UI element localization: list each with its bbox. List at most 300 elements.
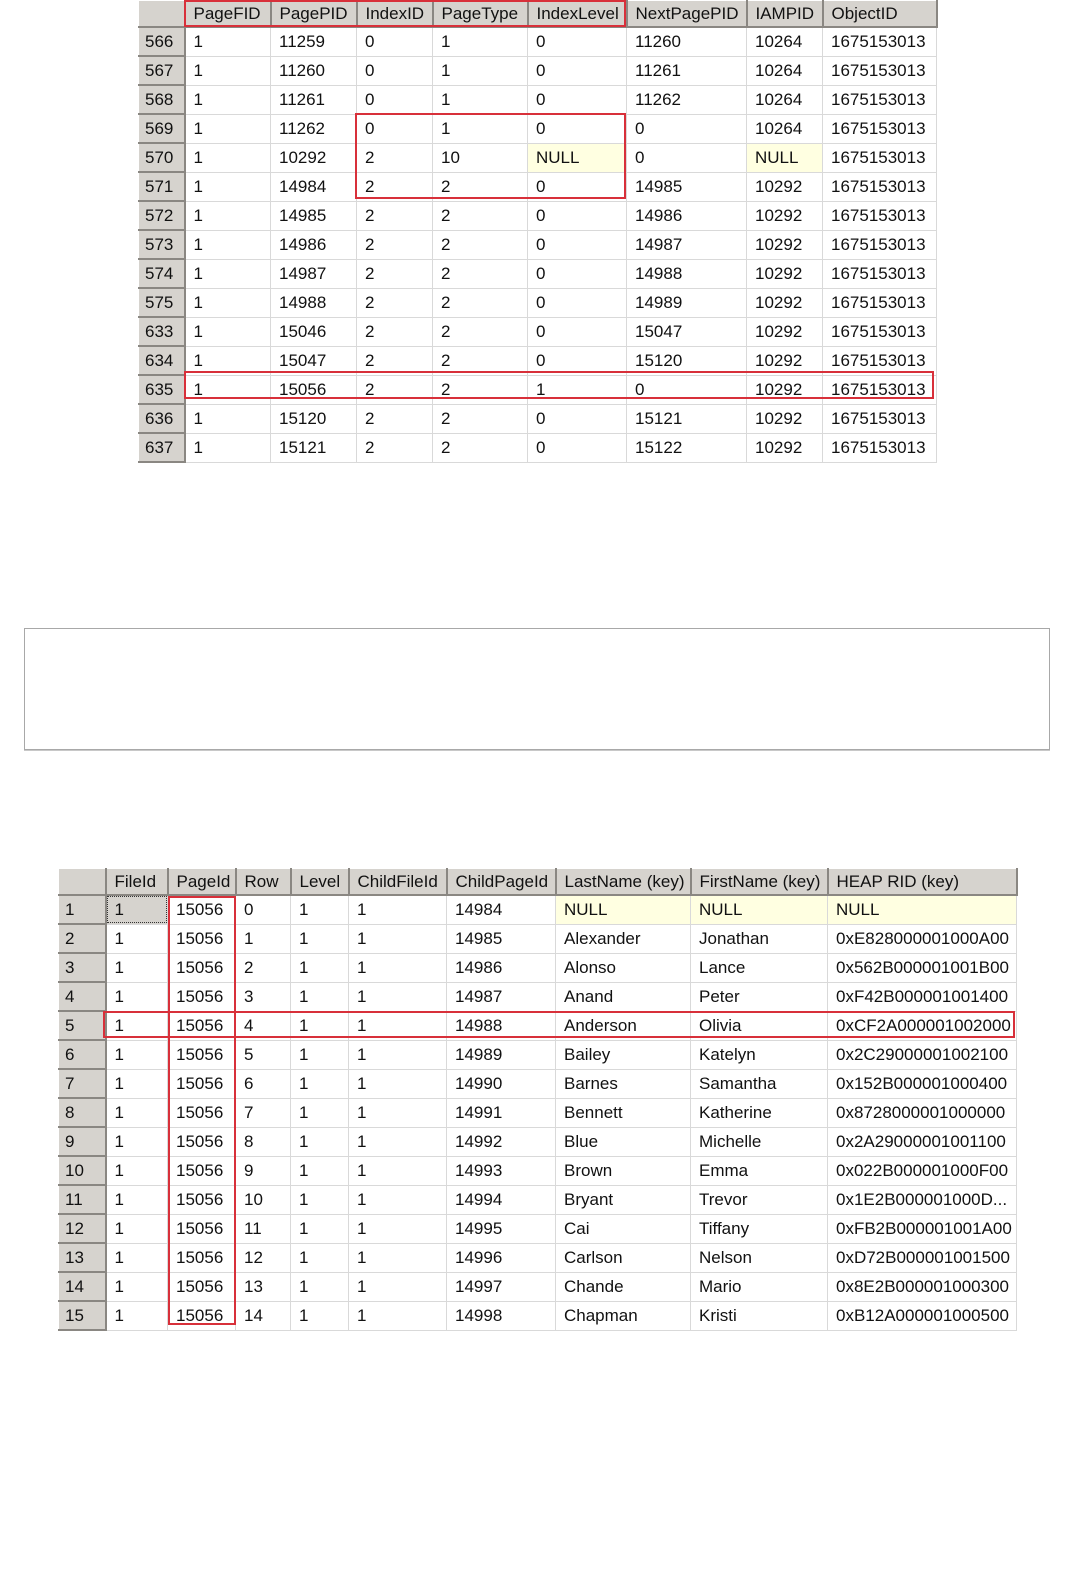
cell-heap-rid-key[interactable]: 0x2A29000001001100 <box>828 1127 1017 1156</box>
cell-pagefid[interactable]: 1 <box>185 27 271 56</box>
cell-row[interactable]: 8 <box>236 1127 291 1156</box>
table-row[interactable] <box>59 1127 1017 1156</box>
cell-indexid[interactable]: 0 <box>357 114 433 143</box>
row-number-header[interactable]: 12 <box>59 1214 106 1243</box>
column-header-level[interactable]: Level <box>291 869 349 896</box>
cell-objectid[interactable]: 1675153013 <box>823 433 937 462</box>
cell-lastname-key[interactable]: Barnes <box>556 1069 691 1098</box>
table-row[interactable] <box>59 1069 1017 1098</box>
table-row[interactable] <box>59 1040 1017 1069</box>
column-header-indexid[interactable]: IndexID <box>357 1 433 28</box>
table-row[interactable] <box>139 433 937 462</box>
cell-childpageid[interactable]: 14990 <box>447 1069 556 1098</box>
cell-childfileid[interactable]: 1 <box>349 924 447 953</box>
column-header-pagepid[interactable]: PagePID <box>271 1 357 28</box>
table-row[interactable] <box>59 924 1017 953</box>
cell-nextpagepid[interactable]: 15121 <box>627 404 747 433</box>
cell-childpageid[interactable]: 14995 <box>447 1214 556 1243</box>
cell-iampid[interactable]: 10292 <box>747 317 823 346</box>
cell-pageid[interactable]: 15056 <box>168 1185 236 1214</box>
cell-level[interactable]: 1 <box>291 1069 349 1098</box>
cell-childpageid[interactable]: 14985 <box>447 924 556 953</box>
cell-pageid[interactable]: 15056 <box>168 1098 236 1127</box>
cell-pagefid[interactable]: 1 <box>185 404 271 433</box>
cell-fileid[interactable]: 1 <box>106 1185 168 1214</box>
cell-level[interactable]: 1 <box>291 1040 349 1069</box>
cell-childpageid[interactable]: 14986 <box>447 953 556 982</box>
cell-lastname-key[interactable]: Anderson <box>556 1011 691 1040</box>
cell-iampid[interactable]: 10264 <box>747 56 823 85</box>
row-number-header[interactable]: 573 <box>139 230 185 259</box>
cell-indexid[interactable]: 2 <box>357 230 433 259</box>
cell-firstname-key[interactable]: Kristi <box>691 1301 828 1330</box>
cell-pagepid[interactable]: 14986 <box>271 230 357 259</box>
table-row[interactable] <box>139 346 937 375</box>
cell-iampid[interactable]: 10292 <box>747 346 823 375</box>
cell-iampid[interactable]: 10264 <box>747 114 823 143</box>
cell-pagefid[interactable]: 1 <box>185 433 271 462</box>
cell-pageid[interactable]: 15056 <box>168 1011 236 1040</box>
cell-iampid[interactable]: 10292 <box>747 288 823 317</box>
cell-objectid[interactable]: 1675153013 <box>823 375 937 404</box>
cell-indexlevel[interactable]: 0 <box>528 85 627 114</box>
cell-nextpagepid[interactable]: 15120 <box>627 346 747 375</box>
cell-indexid[interactable]: 2 <box>357 404 433 433</box>
cell-fileid[interactable]: 1 <box>106 953 168 982</box>
cell-indexid[interactable]: 2 <box>357 288 433 317</box>
cell-indexlevel[interactable]: 1 <box>528 375 627 404</box>
cell-lastname-key[interactable]: Chapman <box>556 1301 691 1330</box>
column-header-lastname-key[interactable]: LastName (key) <box>556 869 691 896</box>
table-row[interactable] <box>139 85 937 114</box>
row-number-header[interactable]: 8 <box>59 1098 106 1127</box>
row-number-header[interactable]: 569 <box>139 114 185 143</box>
cell-nextpagepid[interactable]: 14985 <box>627 172 747 201</box>
cell-heap-rid-key[interactable]: NULL <box>828 895 1017 924</box>
cell-level[interactable]: 1 <box>291 1301 349 1330</box>
cell-firstname-key[interactable]: Olivia <box>691 1011 828 1040</box>
table-row[interactable] <box>139 56 937 85</box>
column-header-nextpagepid[interactable]: NextPagePID <box>627 1 747 28</box>
cell-fileid[interactable]: 1 <box>106 1011 168 1040</box>
cell-lastname-key[interactable]: Alexander <box>556 924 691 953</box>
cell-objectid[interactable]: 1675153013 <box>823 404 937 433</box>
row-number-header[interactable]: 3 <box>59 953 106 982</box>
cell-lastname-key[interactable]: Brown <box>556 1156 691 1185</box>
cell-firstname-key[interactable]: Nelson <box>691 1243 828 1272</box>
cell-row[interactable]: 11 <box>236 1214 291 1243</box>
cell-lastname-key[interactable]: Chande <box>556 1272 691 1301</box>
cell-lastname-key[interactable]: Carlson <box>556 1243 691 1272</box>
select-all-corner[interactable] <box>59 869 106 896</box>
cell-firstname-key[interactable]: Katherine <box>691 1098 828 1127</box>
column-header-pagetype[interactable]: PageType <box>433 1 528 28</box>
cell-heap-rid-key[interactable]: 0xF42B000001001400 <box>828 982 1017 1011</box>
cell-nextpagepid[interactable]: 14987 <box>627 230 747 259</box>
cell-lastname-key[interactable]: Bailey <box>556 1040 691 1069</box>
cell-lastname-key[interactable]: Cai <box>556 1214 691 1243</box>
cell-childpageid[interactable]: 14984 <box>447 895 556 924</box>
cell-heap-rid-key[interactable]: 0x562B000001001B00 <box>828 953 1017 982</box>
cell-indexlevel[interactable]: NULL <box>528 143 627 172</box>
column-header-objectid[interactable]: ObjectID <box>823 1 937 28</box>
cell-pagefid[interactable]: 1 <box>185 143 271 172</box>
cell-pageid[interactable]: 15056 <box>168 982 236 1011</box>
cell-level[interactable]: 1 <box>291 1272 349 1301</box>
cell-childpageid[interactable]: 14996 <box>447 1243 556 1272</box>
cell-indexid[interactable]: 2 <box>357 375 433 404</box>
cell-pageid[interactable]: 15056 <box>168 953 236 982</box>
table-row[interactable] <box>139 317 937 346</box>
row-number-header[interactable]: 11 <box>59 1185 106 1214</box>
cell-childpageid[interactable]: 14989 <box>447 1040 556 1069</box>
table-row[interactable] <box>59 982 1017 1011</box>
cell-lastname-key[interactable]: Blue <box>556 1127 691 1156</box>
cell-fileid[interactable]: 1 <box>106 1156 168 1185</box>
cell-fileid[interactable]: 1 <box>106 1243 168 1272</box>
row-number-header[interactable]: 572 <box>139 201 185 230</box>
cell-objectid[interactable]: 1675153013 <box>823 288 937 317</box>
cell-iampid[interactable]: 10292 <box>747 259 823 288</box>
cell-nextpagepid[interactable]: 0 <box>627 114 747 143</box>
row-number-header[interactable]: 1 <box>59 895 106 924</box>
cell-objectid[interactable]: 1675153013 <box>823 259 937 288</box>
cell-nextpagepid[interactable]: 14989 <box>627 288 747 317</box>
cell-heap-rid-key[interactable]: 0x022B000001000F00 <box>828 1156 1017 1185</box>
cell-childfileid[interactable]: 1 <box>349 1301 447 1330</box>
cell-row[interactable]: 10 <box>236 1185 291 1214</box>
table-row[interactable] <box>59 1214 1017 1243</box>
table-row[interactable] <box>59 1272 1017 1301</box>
cell-indexlevel[interactable]: 0 <box>528 172 627 201</box>
column-header-fileid[interactable]: FileId <box>106 869 168 896</box>
row-number-header[interactable]: 2 <box>59 924 106 953</box>
cell-pagefid[interactable]: 1 <box>185 85 271 114</box>
cell-indexid[interactable]: 0 <box>357 56 433 85</box>
row-number-header[interactable]: 566 <box>139 27 185 56</box>
row-number-header[interactable]: 575 <box>139 288 185 317</box>
cell-indexlevel[interactable]: 0 <box>528 230 627 259</box>
cell-heap-rid-key[interactable]: 0x152B000001000400 <box>828 1069 1017 1098</box>
cell-fileid[interactable]: 1 <box>106 1098 168 1127</box>
cell-iampid[interactable]: 10292 <box>747 433 823 462</box>
cell-lastname-key[interactable]: Bennett <box>556 1098 691 1127</box>
column-header-childpageid[interactable]: ChildPageId <box>447 869 556 896</box>
table-row[interactable] <box>139 375 937 404</box>
cell-indexid[interactable]: 2 <box>357 259 433 288</box>
cell-iampid[interactable]: 10264 <box>747 85 823 114</box>
column-header-indexlevel[interactable]: IndexLevel <box>528 1 627 28</box>
cell-iampid[interactable]: 10292 <box>747 375 823 404</box>
cell-pagetype[interactable]: 1 <box>433 114 528 143</box>
cell-iampid[interactable]: 10292 <box>747 230 823 259</box>
row-number-header[interactable]: 574 <box>139 259 185 288</box>
cell-indexid[interactable]: 2 <box>357 317 433 346</box>
row-number-header[interactable]: 15 <box>59 1301 106 1330</box>
cell-firstname-key[interactable]: Samantha <box>691 1069 828 1098</box>
table-row[interactable] <box>59 953 1017 982</box>
cell-pagetype[interactable]: 2 <box>433 201 528 230</box>
cell-heap-rid-key[interactable]: 0xCF2A000001002000 <box>828 1011 1017 1040</box>
cell-pagepid[interactable]: 15046 <box>271 317 357 346</box>
cell-pagetype[interactable]: 10 <box>433 143 528 172</box>
table-row[interactable] <box>59 1098 1017 1127</box>
cell-fileid[interactable]: 1 <box>106 1127 168 1156</box>
cell-pageid[interactable]: 15056 <box>168 1272 236 1301</box>
row-number-header[interactable]: 568 <box>139 85 185 114</box>
cell-nextpagepid[interactable]: 0 <box>627 375 747 404</box>
cell-heap-rid-key[interactable]: 0xFB2B000001001A00 <box>828 1214 1017 1243</box>
cell-heap-rid-key[interactable]: 0x1E2B000001000D... <box>828 1185 1017 1214</box>
column-header-pagefid[interactable]: PageFID <box>185 1 271 28</box>
cell-pagepid[interactable]: 15121 <box>271 433 357 462</box>
column-header-pageid[interactable]: PageId <box>168 869 236 896</box>
table-row[interactable] <box>139 404 937 433</box>
cell-pageid[interactable]: 15056 <box>168 895 236 924</box>
cell-row[interactable]: 0 <box>236 895 291 924</box>
cell-firstname-key[interactable]: Katelyn <box>691 1040 828 1069</box>
cell-iampid[interactable]: 10292 <box>747 201 823 230</box>
table-row[interactable] <box>139 143 937 172</box>
cell-iampid[interactable]: NULL <box>747 143 823 172</box>
cell-pagefid[interactable]: 1 <box>185 172 271 201</box>
cell-childfileid[interactable]: 1 <box>349 1272 447 1301</box>
cell-firstname-key[interactable]: Peter <box>691 982 828 1011</box>
cell-nextpagepid[interactable]: 11261 <box>627 56 747 85</box>
cell-objectid[interactable]: 1675153013 <box>823 114 937 143</box>
cell-pagetype[interactable]: 2 <box>433 433 528 462</box>
row-number-header[interactable]: 633 <box>139 317 185 346</box>
table-row[interactable] <box>59 1301 1017 1330</box>
cell-iampid[interactable]: 10292 <box>747 404 823 433</box>
cell-lastname-key[interactable]: Bryant <box>556 1185 691 1214</box>
cell-row[interactable]: 5 <box>236 1040 291 1069</box>
cell-pageid[interactable]: 15056 <box>168 1243 236 1272</box>
cell-row[interactable]: 2 <box>236 953 291 982</box>
cell-childpageid[interactable]: 14993 <box>447 1156 556 1185</box>
cell-row[interactable]: 12 <box>236 1243 291 1272</box>
row-number-header[interactable]: 5 <box>59 1011 106 1040</box>
table-row[interactable] <box>139 27 937 56</box>
select-all-corner[interactable] <box>139 1 185 28</box>
cell-objectid[interactable]: 1675153013 <box>823 143 937 172</box>
cell-pagepid[interactable]: 14985 <box>271 201 357 230</box>
cell-level[interactable]: 1 <box>291 953 349 982</box>
cell-indexlevel[interactable]: 0 <box>528 201 627 230</box>
cell-firstname-key[interactable]: Trevor <box>691 1185 828 1214</box>
table-row[interactable] <box>139 259 937 288</box>
column-header-heap-rid-key[interactable]: HEAP RID (key) <box>828 869 1017 896</box>
cell-indexid[interactable]: 2 <box>357 172 433 201</box>
cell-indexid[interactable]: 2 <box>357 143 433 172</box>
cell-pagefid[interactable]: 1 <box>185 375 271 404</box>
cell-indexid[interactable]: 2 <box>357 346 433 375</box>
cell-firstname-key[interactable]: Mario <box>691 1272 828 1301</box>
cell-childpageid[interactable]: 14987 <box>447 982 556 1011</box>
cell-indexlevel[interactable]: 0 <box>528 259 627 288</box>
cell-level[interactable]: 1 <box>291 1127 349 1156</box>
cell-heap-rid-key[interactable]: 0x8728000001000000 <box>828 1098 1017 1127</box>
cell-pageid[interactable]: 15056 <box>168 1069 236 1098</box>
cell-pagetype[interactable]: 2 <box>433 404 528 433</box>
cell-pagepid[interactable]: 15120 <box>271 404 357 433</box>
cell-heap-rid-key[interactable]: 0xB12A000001000500 <box>828 1301 1017 1330</box>
cell-fileid[interactable]: 1 <box>106 982 168 1011</box>
row-number-header[interactable]: 635 <box>139 375 185 404</box>
column-header-childfileid[interactable]: ChildFileId <box>349 869 447 896</box>
cell-childfileid[interactable]: 1 <box>349 1098 447 1127</box>
table-row[interactable] <box>59 1156 1017 1185</box>
cell-pageid[interactable]: 15056 <box>168 924 236 953</box>
cell-objectid[interactable]: 1675153013 <box>823 27 937 56</box>
cell-indexid[interactable]: 2 <box>357 201 433 230</box>
cell-level[interactable]: 1 <box>291 982 349 1011</box>
cell-pagepid[interactable]: 14984 <box>271 172 357 201</box>
cell-childfileid[interactable]: 1 <box>349 895 447 924</box>
cell-indexid[interactable]: 0 <box>357 85 433 114</box>
cell-childfileid[interactable]: 1 <box>349 1214 447 1243</box>
cell-pageid[interactable]: 15056 <box>168 1040 236 1069</box>
cell-childfileid[interactable]: 1 <box>349 982 447 1011</box>
cell-objectid[interactable]: 1675153013 <box>823 201 937 230</box>
cell-childpageid[interactable]: 14991 <box>447 1098 556 1127</box>
cell-pagepid[interactable]: 14987 <box>271 259 357 288</box>
cell-level[interactable]: 1 <box>291 1156 349 1185</box>
cell-level[interactable]: 1 <box>291 1098 349 1127</box>
cell-lastname-key[interactable]: Anand <box>556 982 691 1011</box>
cell-pagepid[interactable]: 11261 <box>271 85 357 114</box>
table-row[interactable] <box>139 201 937 230</box>
cell-pagetype[interactable]: 1 <box>433 56 528 85</box>
cell-fileid[interactable]: 1 <box>106 1301 168 1330</box>
cell-firstname-key[interactable]: Lance <box>691 953 828 982</box>
cell-firstname-key[interactable]: NULL <box>691 895 828 924</box>
cell-row[interactable]: 9 <box>236 1156 291 1185</box>
cell-fileid[interactable]: 1 <box>106 1040 168 1069</box>
cell-level[interactable]: 1 <box>291 895 349 924</box>
cell-pagetype[interactable]: 2 <box>433 346 528 375</box>
table-row[interactable] <box>139 230 937 259</box>
cell-pagetype[interactable]: 2 <box>433 172 528 201</box>
cell-childpageid[interactable]: 14997 <box>447 1272 556 1301</box>
cell-childpageid[interactable]: 14994 <box>447 1185 556 1214</box>
cell-row[interactable]: 13 <box>236 1272 291 1301</box>
cell-pagetype[interactable]: 2 <box>433 230 528 259</box>
cell-pagepid[interactable]: 11259 <box>271 27 357 56</box>
cell-fileid[interactable]: 1 <box>106 1272 168 1301</box>
row-number-header[interactable]: 634 <box>139 346 185 375</box>
cell-childpageid[interactable]: 14992 <box>447 1127 556 1156</box>
cell-nextpagepid[interactable]: 15122 <box>627 433 747 462</box>
cell-row[interactable]: 3 <box>236 982 291 1011</box>
table-row[interactable] <box>59 895 1017 924</box>
cell-level[interactable]: 1 <box>291 1243 349 1272</box>
cell-childfileid[interactable]: 1 <box>349 1040 447 1069</box>
cell-row[interactable]: 14 <box>236 1301 291 1330</box>
cell-heap-rid-key[interactable]: 0x2C29000001002100 <box>828 1040 1017 1069</box>
row-number-header[interactable]: 7 <box>59 1069 106 1098</box>
cell-pagetype[interactable]: 2 <box>433 288 528 317</box>
row-number-header[interactable]: 637 <box>139 433 185 462</box>
cell-childfileid[interactable]: 1 <box>349 953 447 982</box>
cell-fileid[interactable]: 1 <box>106 1069 168 1098</box>
cell-pagepid[interactable]: 15047 <box>271 346 357 375</box>
cell-pagepid[interactable]: 11260 <box>271 56 357 85</box>
cell-pageid[interactable]: 15056 <box>168 1127 236 1156</box>
cell-pagefid[interactable]: 1 <box>185 230 271 259</box>
cell-row[interactable]: 1 <box>236 924 291 953</box>
table-row[interactable] <box>59 1243 1017 1272</box>
cell-childfileid[interactable]: 1 <box>349 1069 447 1098</box>
column-header-firstname-key[interactable]: FirstName (key) <box>691 869 828 896</box>
cell-row[interactable]: 4 <box>236 1011 291 1040</box>
cell-pageid[interactable]: 15056 <box>168 1301 236 1330</box>
cell-objectid[interactable]: 1675153013 <box>823 317 937 346</box>
cell-fileid[interactable]: 1 <box>106 924 168 953</box>
cell-indexlevel[interactable]: 0 <box>528 433 627 462</box>
cell-nextpagepid[interactable]: 15047 <box>627 317 747 346</box>
cell-pagefid[interactable]: 1 <box>185 346 271 375</box>
cell-objectid[interactable]: 1675153013 <box>823 346 937 375</box>
cell-childfileid[interactable]: 1 <box>349 1011 447 1040</box>
cell-firstname-key[interactable]: Michelle <box>691 1127 828 1156</box>
cell-row[interactable]: 6 <box>236 1069 291 1098</box>
column-header-row[interactable]: Row <box>236 869 291 896</box>
cell-pagetype[interactable]: 1 <box>433 85 528 114</box>
row-number-header[interactable]: 6 <box>59 1040 106 1069</box>
cell-pagetype[interactable]: 1 <box>433 27 528 56</box>
cell-pagefid[interactable]: 1 <box>185 288 271 317</box>
cell-pageid[interactable]: 15056 <box>168 1214 236 1243</box>
cell-indexlevel[interactable]: 0 <box>528 317 627 346</box>
cell-pagepid[interactable]: 11262 <box>271 114 357 143</box>
cell-nextpagepid[interactable]: 14988 <box>627 259 747 288</box>
cell-childpageid[interactable]: 14988 <box>447 1011 556 1040</box>
cell-lastname-key[interactable]: Alonso <box>556 953 691 982</box>
cell-iampid[interactable]: 10292 <box>747 172 823 201</box>
cell-pagepid[interactable]: 15056 <box>271 375 357 404</box>
row-number-header[interactable]: 636 <box>139 404 185 433</box>
cell-pagefid[interactable]: 1 <box>185 317 271 346</box>
cell-firstname-key[interactable]: Jonathan <box>691 924 828 953</box>
row-number-header[interactable]: 570 <box>139 143 185 172</box>
row-number-header[interactable]: 14 <box>59 1272 106 1301</box>
cell-objectid[interactable]: 1675153013 <box>823 85 937 114</box>
cell-nextpagepid[interactable]: 11262 <box>627 85 747 114</box>
cell-nextpagepid[interactable]: 0 <box>627 143 747 172</box>
cell-childfileid[interactable]: 1 <box>349 1156 447 1185</box>
cell-heap-rid-key[interactable]: 0xD72B000001001500 <box>828 1243 1017 1272</box>
table-row[interactable] <box>59 1185 1017 1214</box>
cell-pagefid[interactable]: 1 <box>185 259 271 288</box>
cell-pagepid[interactable]: 14988 <box>271 288 357 317</box>
cell-indexid[interactable]: 0 <box>357 27 433 56</box>
cell-nextpagepid[interactable]: 11260 <box>627 27 747 56</box>
cell-childfileid[interactable]: 1 <box>349 1127 447 1156</box>
cell-pagefid[interactable]: 1 <box>185 114 271 143</box>
cell-childpageid[interactable]: 14998 <box>447 1301 556 1330</box>
table-row[interactable] <box>139 172 937 201</box>
cell-pageid[interactable]: 15056 <box>168 1156 236 1185</box>
cell-nextpagepid[interactable]: 14986 <box>627 201 747 230</box>
cell-firstname-key[interactable]: Tiffany <box>691 1214 828 1243</box>
cell-objectid[interactable]: 1675153013 <box>823 56 937 85</box>
row-number-header[interactable]: 10 <box>59 1156 106 1185</box>
cell-heap-rid-key[interactable]: 0x8E2B000001000300 <box>828 1272 1017 1301</box>
cell-indexlevel[interactable]: 0 <box>528 27 627 56</box>
cell-fileid[interactable]: 1 <box>106 1214 168 1243</box>
cell-indexlevel[interactable]: 0 <box>528 346 627 375</box>
